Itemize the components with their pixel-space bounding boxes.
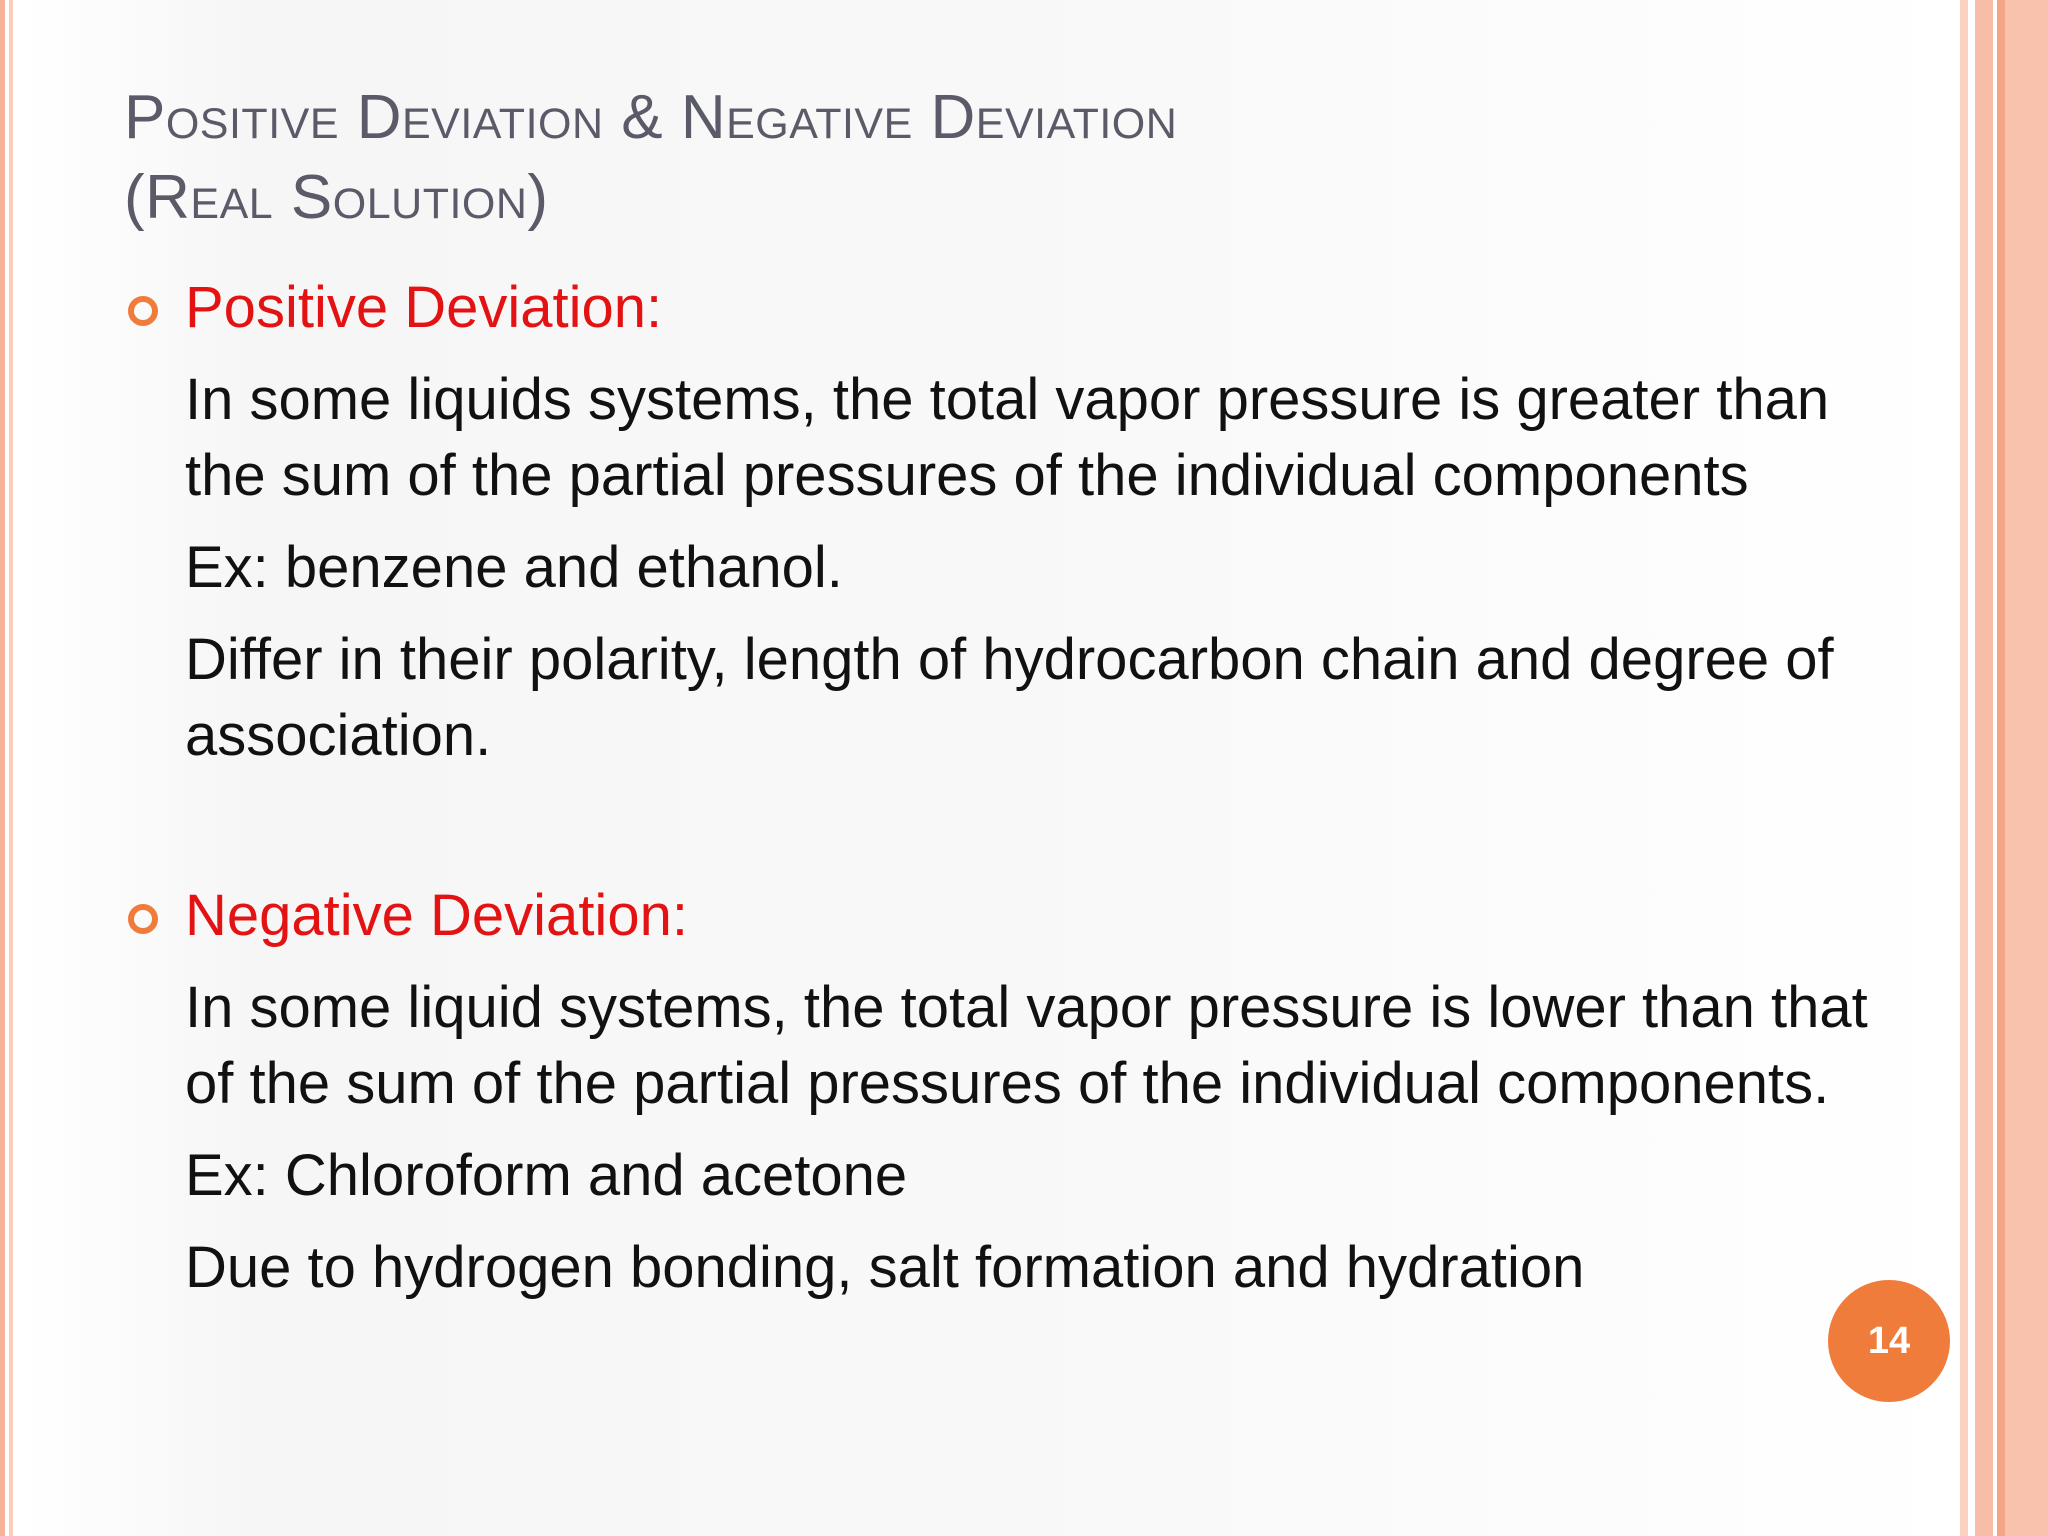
left-border-stripe <box>0 0 5 1536</box>
right-border-band <box>1960 0 1968 1536</box>
slide-title-line-1: Positive Deviation & Negative Deviation <box>124 83 1178 152</box>
section-paragraph: Differ in their polarity, length of hydrocarbon chain and degree of association. <box>185 627 1834 768</box>
bullet-item-positive <box>124 270 1844 346</box>
slide-title-line-2: (Real Solution) <box>124 163 549 232</box>
bullet-item-negative <box>124 878 1844 954</box>
page-number-badge: 14 <box>1828 1280 1950 1402</box>
slide-body <box>124 270 1868 1306</box>
section-heading: Negative Deviation: <box>185 883 688 948</box>
right-border-gap <box>1968 0 1975 1536</box>
right-border-band <box>1997 0 2005 1536</box>
section-paragraph: In some liquids systems, the total vapor pressure is greater than the sum of the partial pressures of the individual components <box>185 367 1830 508</box>
left-border-stripe-inner <box>9 0 13 1536</box>
section-heading: Positive Deviation: <box>185 275 663 340</box>
section-example: Ex: benzene and ethanol. <box>185 535 843 600</box>
section-example: Ex: Chloroform and acetone <box>185 1143 908 1208</box>
section-paragraph: Due to hydrogen bonding, salt formation and hydration <box>185 1235 1585 1300</box>
right-border-band <box>1975 0 1993 1536</box>
section-paragraph: In some liquid systems, the total vapor pressure is lower than that of the sum of the partial pressures of the individual components. <box>185 975 1868 1116</box>
slide-title <box>124 78 1624 238</box>
right-border-band <box>2005 0 2048 1536</box>
hollow-circle-bullet-icon <box>128 904 158 934</box>
hollow-circle-bullet-icon <box>128 296 158 326</box>
